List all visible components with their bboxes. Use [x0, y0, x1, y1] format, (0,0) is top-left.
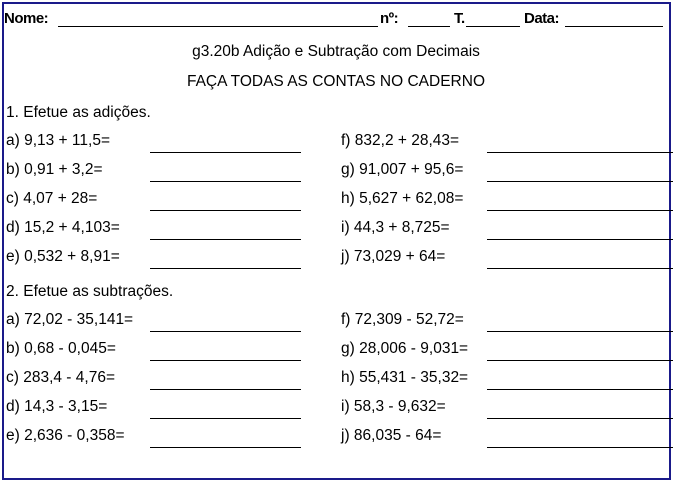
exercise-item: c) 4,07 + 28= — [6, 190, 98, 207]
exercise-item: f) 832,2 + 28,43= — [341, 132, 460, 149]
exercise-item: h) 5,627 + 62,08= — [341, 190, 464, 207]
answer-line — [150, 239, 301, 240]
section-heading-additions: 1. Efetue as adições. — [6, 104, 151, 121]
answer-line — [487, 389, 673, 390]
exercise-item: a) 72,02 - 35,141= — [6, 311, 134, 328]
answer-line — [487, 360, 673, 361]
name-label: Nome: — [4, 10, 49, 27]
exercise-item: g) 28,006 - 9,031= — [341, 340, 469, 357]
answer-line — [150, 210, 301, 211]
date-label: Data: — [524, 10, 560, 27]
exercise-item: b) 0,91 + 3,2= — [6, 161, 103, 178]
exercise-item: j) 86,035 - 64= — [341, 427, 442, 444]
exercise-item: b) 0,68 - 0,045= — [6, 340, 116, 357]
name-line — [58, 26, 378, 27]
answer-line — [487, 239, 673, 240]
worksheet-title: g3.20b Adição e Subtração com Decimais — [192, 43, 480, 60]
class-line — [466, 26, 520, 27]
section-heading-subtractions: 2. Efetue as subtrações. — [6, 283, 174, 300]
exercise-item: a) 9,13 + 11,5= — [6, 132, 110, 149]
answer-line — [487, 181, 673, 182]
exercise-item: e) 2,636 - 0,358= — [6, 427, 125, 444]
answer-line — [150, 389, 301, 390]
answer-line — [150, 418, 301, 419]
number-label: nº: — [380, 10, 399, 27]
answer-line — [487, 418, 673, 419]
answer-line — [150, 360, 301, 361]
exercise-item: d) 14,3 - 3,15= — [6, 398, 108, 415]
number-line — [408, 26, 450, 27]
answer-line — [150, 152, 301, 153]
exercise-item: g) 91,007 + 95,6= — [341, 161, 464, 178]
class-label: T. — [454, 10, 465, 27]
exercise-item: f) 72,309 - 52,72= — [341, 311, 464, 328]
answer-line — [487, 268, 673, 269]
exercise-item: d) 15,2 + 4,103= — [6, 219, 120, 236]
answer-line — [150, 331, 301, 332]
exercise-item: e) 0,532 + 8,91= — [6, 248, 120, 265]
instruction: FAÇA TODAS AS CONTAS NO CADERNO — [186, 73, 485, 90]
exercise-item: j) 73,029 + 64= — [341, 248, 446, 265]
date-line — [565, 26, 663, 27]
answer-line — [150, 268, 301, 269]
answer-line — [150, 181, 301, 182]
exercise-item: h) 55,431 - 35,32= — [341, 369, 469, 386]
exercise-item: i) 58,3 - 9,632= — [341, 398, 446, 415]
answer-line — [150, 447, 301, 448]
exercise-item: i) 44,3 + 8,725= — [341, 219, 450, 236]
answer-line — [487, 210, 673, 211]
exercise-item: c) 283,4 - 4,76= — [6, 369, 115, 386]
answer-line — [487, 331, 673, 332]
answer-line — [487, 447, 673, 448]
answer-line — [487, 152, 673, 153]
